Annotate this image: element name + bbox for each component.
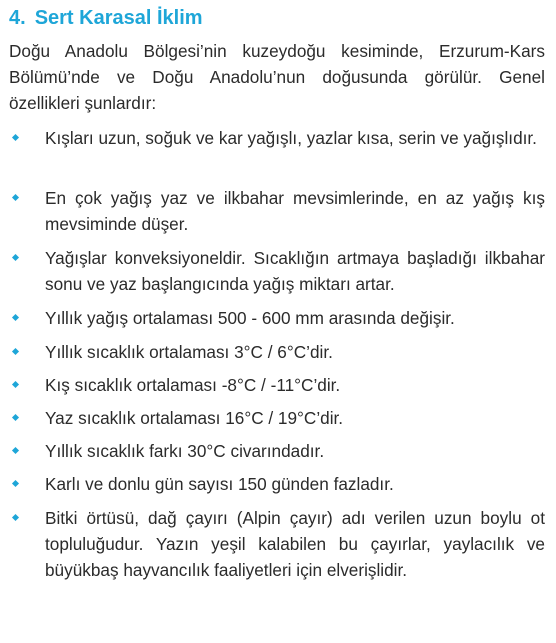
list-item-text: Yıllık yağış ortalaması 500 - 600 mm arasında değişir. <box>45 308 455 328</box>
list-item-text: Karlı ve donlu gün sayısı 150 günden fazladır. <box>45 474 394 494</box>
diamond-bullet-icon <box>12 514 19 521</box>
list-item-text: Yaz sıcaklık ortalaması 16°C / 19°C’dir. <box>45 408 344 428</box>
list-item <box>0 505 556 609</box>
list-item-text: Kışları uzun, soğuk ve kar yağışlı, yazlar kısa, serin ve yağışlıdır. <box>45 128 537 148</box>
list-item-text: Kış sıcaklık ortalaması -8°C / -11°C’dir. <box>45 375 341 395</box>
list-item <box>0 125 556 177</box>
diamond-bullet-icon <box>12 447 19 454</box>
diamond-bullet-icon <box>12 134 19 141</box>
list-item <box>0 471 556 497</box>
section-title: Sert Karasal İklim <box>34 7 203 29</box>
diamond-bullet-icon <box>12 194 19 201</box>
characteristics-list <box>0 125 556 609</box>
list-item <box>0 339 556 365</box>
section-heading <box>9 6 203 30</box>
section-number: 4. <box>9 7 26 29</box>
list-item <box>0 185 556 237</box>
list-item-text: Yağışlar konveksiyoneldir. Sıcaklığın artmaya başladığı ilkbahar sonu ve yaz başlangıcında yağış miktarı artar. <box>45 248 545 294</box>
list-item <box>0 305 556 331</box>
list-item-text: En çok yağış yaz ve ilkbahar mevsimlerinde, en az yağış kış mevsiminde düşer. <box>45 188 545 234</box>
diamond-bullet-icon <box>12 480 19 487</box>
list-item-text: Bitki örtüsü, dağ çayırı (Alpin çayır) adı verilen uzun boylu ot topluluğudur. Yazın yeşil kalabilen bu çayırlar, yaylacılık ve büyükbaş hayvancılık faaliyetleri için elverişlidir. <box>45 508 545 580</box>
list-item-text: Yıllık sıcaklık ortalaması 3°C / 6°C’dir. <box>45 342 333 362</box>
list-item <box>0 438 556 464</box>
intro-paragraph: Doğu Anadolu Bölgesi’nin kuzeydoğu kesiminde, Erzurum-Kars Bölümü’nde ve Doğu Anadolu’nun doğusunda görülür. Genel özellikleri şunlardır: <box>9 41 545 113</box>
list-item <box>0 372 556 398</box>
diamond-bullet-icon <box>12 414 19 421</box>
list-item <box>0 405 556 431</box>
diamond-bullet-icon <box>12 254 19 261</box>
list-item <box>0 245 556 297</box>
diamond-bullet-icon <box>12 381 19 388</box>
list-item-text: Yıllık sıcaklık farkı 30°C civarındadır. <box>45 441 325 461</box>
diamond-bullet-icon <box>12 314 19 321</box>
diamond-bullet-icon <box>12 348 19 355</box>
